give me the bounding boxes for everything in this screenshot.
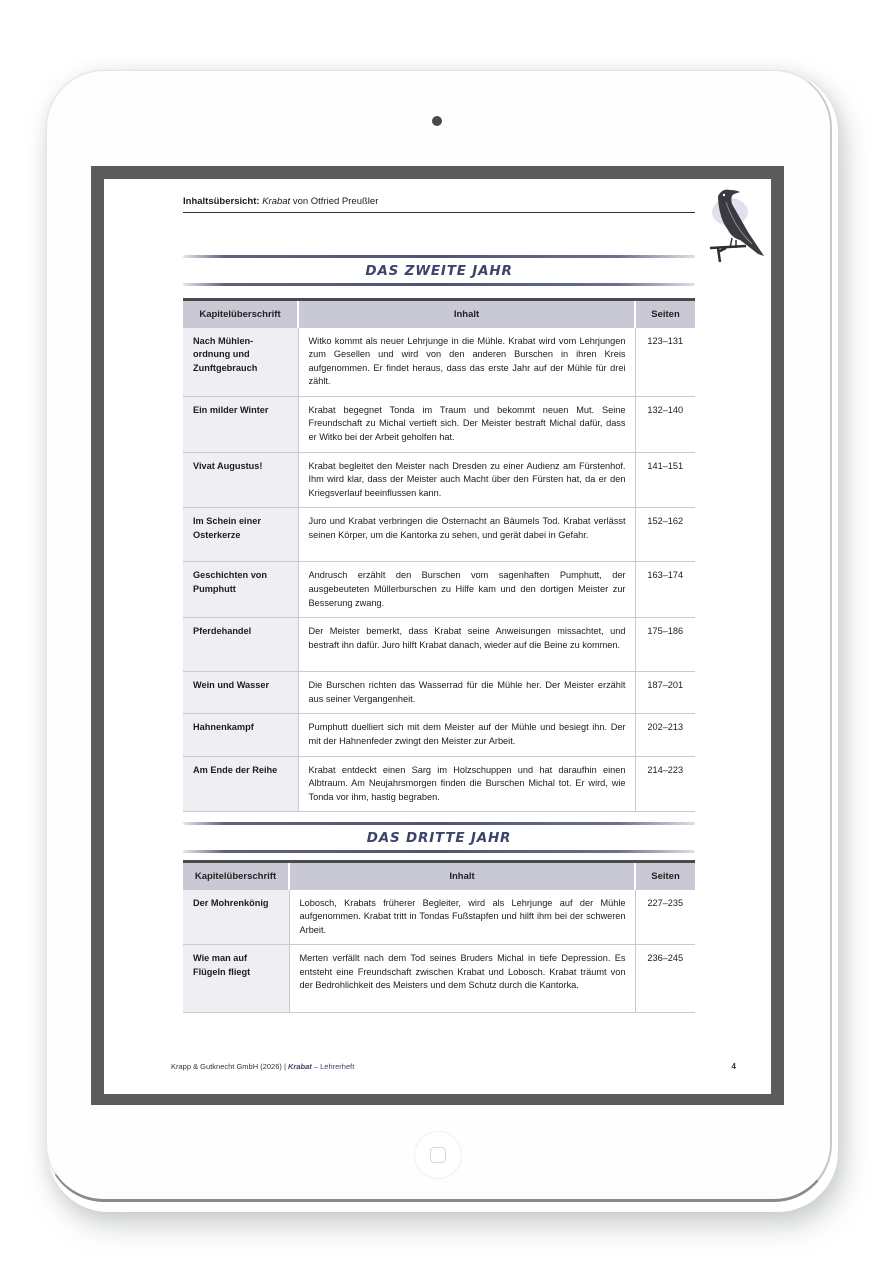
toc-table-second-year — [183, 298, 695, 812]
chapter-content: Krabat begegnet Tonda im Traum und bekommt neuen Mut. Seine Freundschaft zu Michal vertieft sich. Der Meister bestraft Michal dafür, dass er Witko bei der Arbeit geholfen hat. — [298, 396, 635, 452]
document-page — [104, 179, 771, 1094]
chapter-content: Juro und Krabat verbringen die Osternacht an Bäumels Tod. Krabat verlässt seinen Körper, um die Kantorka zu sehen, und gerät dabei in Gefahr. — [298, 508, 635, 562]
chapter-pages: 214–223 — [635, 756, 695, 812]
table-row — [183, 328, 695, 397]
table-row — [183, 945, 695, 1013]
section-heading-second-year — [183, 255, 695, 286]
chapter-title: Nach Mühlen-ordnung und Zunftgebrauch — [183, 328, 298, 397]
chapter-pages: 132–140 — [635, 396, 695, 452]
running-head-author: von Otfried Preußler — [290, 196, 379, 207]
raven-icon — [696, 182, 770, 264]
section-title: DAS DRITTE JAHR — [366, 830, 512, 846]
chapter-content: Andrusch erzählt den Burschen vom sagenhaften Pumphutt, der ausgebeuteten Müllerburschen zu Hilfe kam und den dortigen Meister zur Besserung zwang. — [298, 562, 635, 618]
chapter-content: Witko kommt als neuer Lehrjunge in die Mühle. Krabat wird vom Lehrjungen zum Gesellen und wird von den anderen Burschen in ihren Kreis aufgenommen. Er findet heraus, dass das erste Jahr auf der Mühle für drei zählt. — [298, 328, 635, 397]
chapter-title: Hahnenkampf — [183, 714, 298, 756]
section-title: DAS ZWEITE JAHR — [365, 263, 513, 279]
chapter-content: Pumphutt duelliert sich mit dem Meister auf der Mühle und besiegt ihn. Der mit der Hahnenfeder zwingt den Meister zur Arbeit. — [298, 714, 635, 756]
footer-book-title: Krabat — [288, 1062, 312, 1071]
table-row — [183, 756, 695, 812]
footer-publisher: Krapp & Gutknecht GmbH (2026) | — [171, 1062, 289, 1071]
chapter-pages: 163–174 — [635, 562, 695, 618]
chapter-title: Ein milder Winter — [183, 396, 298, 452]
chapter-pages: 236–245 — [635, 945, 695, 1013]
table-header-row — [183, 300, 695, 328]
chapter-title: Wein und Wasser — [183, 672, 298, 714]
running-head-title: Krabat — [262, 196, 291, 207]
chapter-title: Am Ende der Reihe — [183, 756, 298, 812]
column-header-pages: Seiten — [635, 862, 695, 890]
brush-divider — [183, 283, 695, 286]
camera-icon — [432, 116, 442, 126]
chapter-pages: 227–235 — [635, 890, 695, 945]
table-row — [183, 508, 695, 562]
chapter-pages: 187–201 — [635, 672, 695, 714]
brush-divider — [183, 850, 695, 853]
column-header-chapter: Kapitelüberschrift — [183, 862, 289, 890]
table-row — [183, 396, 695, 452]
chapter-title: Pferdehandel — [183, 618, 298, 672]
table-row — [183, 714, 695, 756]
section-heading-third-year — [183, 822, 695, 853]
chapter-title: Vivat Augustus! — [183, 452, 298, 508]
footer-suffix: – Lehrerheft — [311, 1062, 355, 1071]
chapter-title: Der Mohrenkönig — [183, 890, 289, 945]
page-footer — [171, 1062, 736, 1071]
table-row — [183, 562, 695, 618]
chapter-title: Wie man auf Flügeln fliegt — [183, 945, 289, 1013]
column-header-chapter: Kapitelüberschrift — [183, 300, 298, 328]
toc-table-third-year — [183, 860, 695, 1013]
column-header-content: Inhalt — [289, 862, 635, 890]
chapter-content: Krabat begleitet den Meister nach Dresden zu einer Audienz am Fürstenhof. Ihm wird klar, dass der Meister auch Macht über den Fürsten hat, da er den Kriegsverlauf beeinflussen kann. — [298, 452, 635, 508]
home-square-icon — [430, 1147, 446, 1163]
chapter-pages: 202–213 — [635, 714, 695, 756]
column-header-pages: Seiten — [635, 300, 695, 328]
chapter-title: Geschichten von Pumphutt — [183, 562, 298, 618]
column-header-content: Inhalt — [298, 300, 635, 328]
chapter-content: Krabat entdeckt einen Sarg im Holzschuppen und hat daraufhin einen Albtraum. Am Neujahrsmorgen finden die Burschen Michal tot. Er wird, wie Tonda vor ihm, hastig begraben. — [298, 756, 635, 812]
chapter-pages: 123–131 — [635, 328, 695, 397]
chapter-pages: 152–162 — [635, 508, 695, 562]
chapter-pages: 141–151 — [635, 452, 695, 508]
chapter-content: Der Meister bemerkt, dass Krabat seine Anweisungen missachtet, und bestraft ihn dafür. Juro hilft Krabat danach, wieder auf die Beine zu kommen. — [298, 618, 635, 672]
page-number: 4 — [731, 1062, 736, 1071]
table-row — [183, 452, 695, 508]
chapter-title: Im Schein einer Osterkerze — [183, 508, 298, 562]
table-row — [183, 890, 695, 945]
chapter-content: Die Burschen richten das Wasserrad für die Mühle her. Der Meister erzählt aus seiner Vergangenheit. — [298, 672, 635, 714]
chapter-content: Lobosch, Krabats früherer Begleiter, wird als Lehrjunge auf der Mühle aufgenommen. Krabat tritt in Tondas Fußstapfen und hilft ihm bei der schweren Arbeit. — [289, 890, 635, 945]
table-row — [183, 672, 695, 714]
table-header-row — [183, 862, 695, 890]
chapter-content: Merten verfällt nach dem Tod seines Bruders Michal in tiefe Depression. Es entsteht eine Freundschaft zwischen Krabat und Lobosch. Krabat träumt von der Bedrohlichkeit des Meisters und dem Schutz durch die Kantorka. — [289, 945, 635, 1013]
table-row — [183, 618, 695, 672]
chapter-pages: 175–186 — [635, 618, 695, 672]
running-head — [183, 196, 695, 213]
running-head-label: Inhaltsübersicht: — [183, 196, 260, 207]
